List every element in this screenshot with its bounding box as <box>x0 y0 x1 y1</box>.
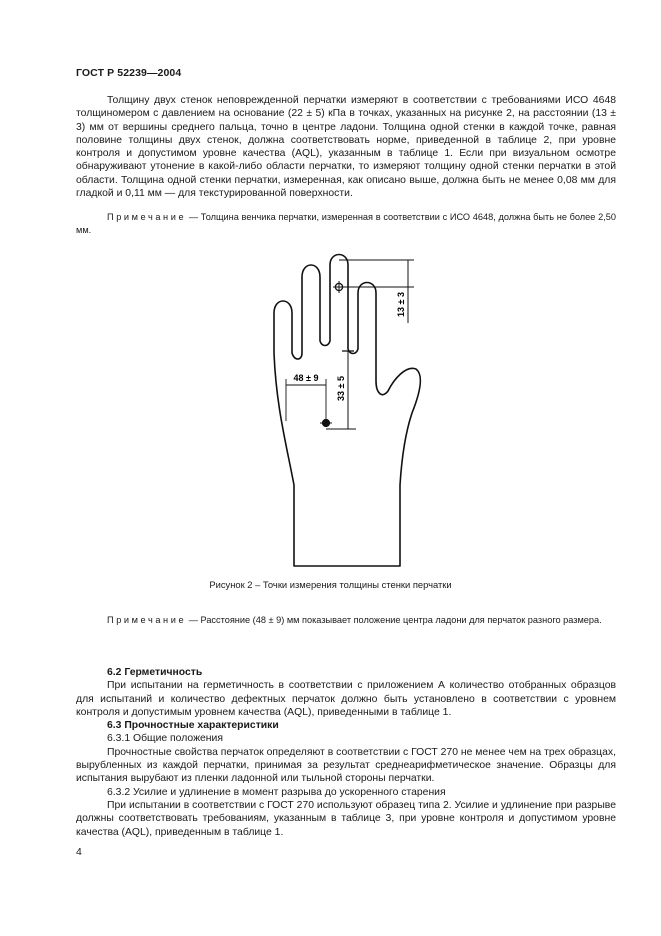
dim-palm-width-label: 48 ± 9 <box>293 373 319 383</box>
note-1-label: Примечание <box>107 212 187 222</box>
note-2-text: — Расстояние (48 ± 9) мм показывает положение центра ладони для перчаток разного размера. <box>188 615 602 625</box>
note-2-label: Примечание <box>107 615 187 625</box>
section-6-3-1-text: Прочностные свойства перчаток определяют в соответствии с ГОСТ 270 не менее чем на трех образцах, вырубленных из каждой перчатки, принимая за результат среднеарифметическое значение. Образцы для испытания вырубают из пленки ладонной или тыльной стороны перчатки. <box>76 746 616 785</box>
note-2 <box>76 614 616 627</box>
section-6-3-2-heading: 6.3.2 Усилие и удлинение в момент разрыва до ускоренного старения <box>107 786 446 798</box>
figure-caption: Рисунок 2 – Точки измерения толщины стенки перчатки <box>209 579 452 590</box>
document-code: ГОСТ Р 52239—2004 <box>76 67 182 79</box>
glove-figure <box>262 253 432 571</box>
section-6-2 <box>76 666 616 839</box>
section-6-3-2-text: При испытании в соответствии с ГОСТ 270 используют образец типа 2. Усилие и удлинение при разрыве должны соответствовать требованиям, указанным в таблице 3, при уровне контроля и допустимом уровне качества (AQL), приведенным в таблице 1. <box>76 799 616 838</box>
section-6-3-heading: 6.3 Прочностные характеристики <box>107 720 279 732</box>
section-6-2-text: При испытании на герметичность в соответствии с приложением А количество отобранных образцов для испытаний и количество дефектных перчаток должно быть установлено в соответствии с уровнем контроля и допустимым уровнем качества (AQL), приведенными в таблице 1. <box>76 680 616 718</box>
section-6-3-1-heading: 6.3.1 Общие положения <box>107 733 223 745</box>
intro-block <box>76 94 616 200</box>
intro-paragraph: Толщину двух стенок неповрежденной перчатки измеряют в соответствии с требованиями ИСО 4648 толщиномером с давлением на основание (22 ± 5) кПа в точках, указанных на рисунке 2, на расстоянии (13 ± 3) мм от вершины среднего пальца, точно в центре ладони. Толщина одной стенки в каждой точке, равная половине толщины двух стенок, должна соответствовать норме, приведенной в таблице 2, при уровне контроля и допустимом уровне качества (AQL), указанным в таблице 1. Если при визуальном осмотре обнаруживают утонение в какой-либо области перчатки, то измеряют толщину одной стенки перчатки в этой области. Толщина одной стенки перчатки, измеренная, как описано выше, должна быть не менее 0,08 мм для гладкой и 0,11 мм — для текстурированной поверхности. <box>76 95 616 200</box>
page-number: 4 <box>76 847 82 858</box>
dim-finger-label: 13 ± 3 <box>396 292 406 317</box>
note-1 <box>76 211 616 238</box>
dim-palm-height-label: 33 ± 5 <box>336 376 346 401</box>
section-6-2-heading: 6.2 Герметичность <box>107 667 203 678</box>
note-1-text: — Толщина венчика перчатки, измеренная в соответствии с ИСО 4648, должна быть не более 2,50 мм. <box>76 212 616 236</box>
